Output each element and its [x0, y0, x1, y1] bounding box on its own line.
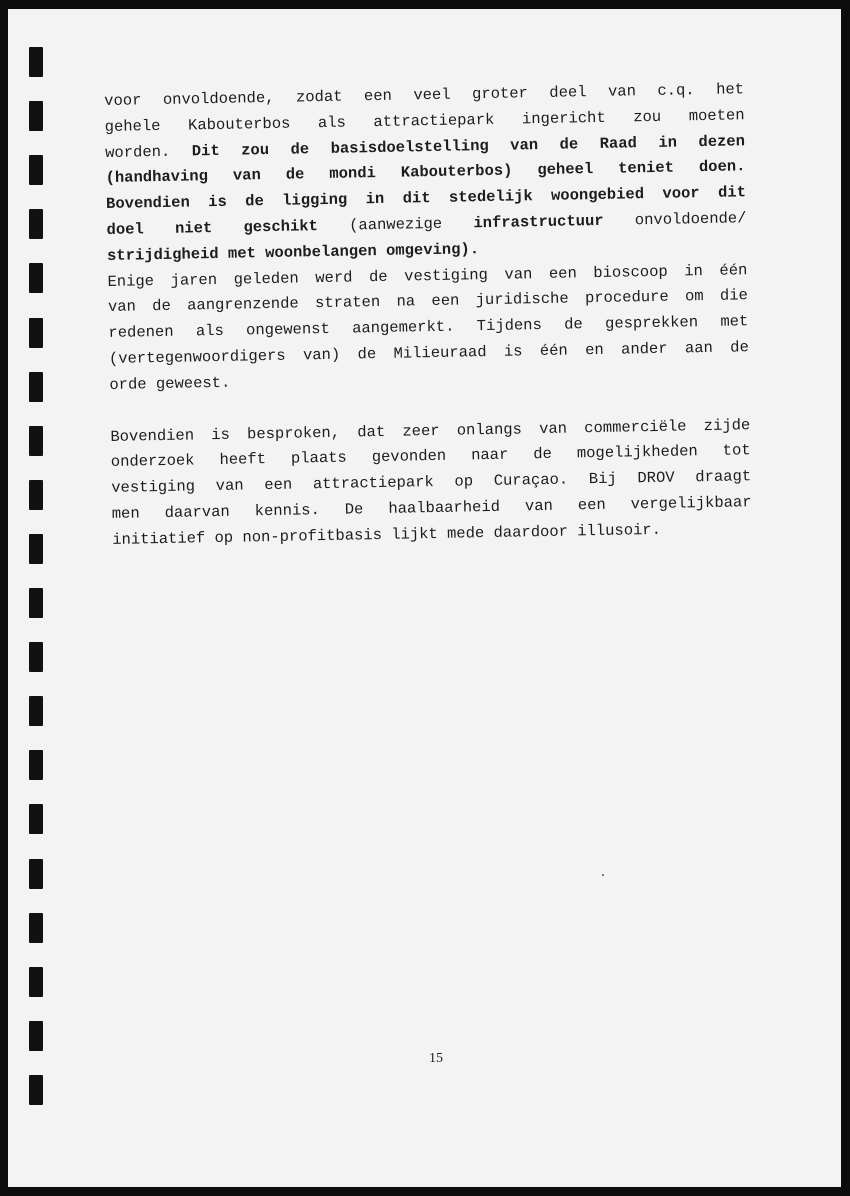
word: kennis.: [254, 501, 321, 521]
word: zou: [633, 107, 662, 127]
binding-hole: [29, 859, 43, 889]
word: niet: [174, 219, 213, 238]
word: ander: [620, 339, 668, 359]
word: De: [344, 500, 364, 519]
page-number: 15: [429, 1051, 443, 1066]
word: gehele: [104, 116, 161, 136]
word: initiatief op non-profitbasis lijkt mede daardoor illusoir.: [112, 520, 662, 549]
word: en: [584, 340, 604, 360]
word: om: [684, 287, 704, 306]
binding-hole: [29, 913, 43, 943]
word: na: [396, 292, 416, 312]
word: stedelijk: [448, 187, 533, 207]
word: de: [730, 338, 749, 357]
word: onvoldoende/: [634, 209, 747, 230]
binding-hole: [29, 1021, 43, 1051]
word: attractiepark: [312, 473, 434, 494]
word: zijde: [703, 415, 751, 435]
word: het: [715, 80, 745, 99]
binding-hole: [29, 642, 43, 672]
word: van: [232, 166, 261, 186]
word: doel: [106, 220, 144, 239]
word: is: [503, 342, 523, 361]
word: van: [504, 264, 533, 284]
word: dit: [717, 183, 747, 202]
word: van: [510, 135, 539, 155]
word: dezen: [698, 131, 746, 151]
word: de: [290, 139, 310, 159]
word: daarvan: [164, 502, 230, 522]
binding-hole: [29, 372, 43, 402]
word: werd: [315, 268, 353, 287]
word: groter: [471, 84, 529, 104]
word: onvoldoende,: [162, 88, 275, 109]
word: heeft: [219, 450, 267, 470]
word: strijdigheid met woonbelangen omgeving).: [106, 239, 480, 265]
word: redenen: [108, 322, 174, 343]
word: de: [152, 297, 171, 316]
word: straten: [314, 293, 381, 313]
word: infrastructuur: [473, 211, 604, 233]
binding-hole: [29, 318, 43, 348]
word: moeten: [688, 106, 745, 126]
word: geschikt: [243, 217, 319, 237]
word: Milieuraad: [393, 343, 487, 363]
word: jaren: [170, 270, 218, 290]
word: procedure: [584, 288, 669, 308]
word: van: [524, 496, 554, 516]
word: naar: [470, 446, 509, 465]
binding-hole: [29, 263, 43, 293]
binding-hole: [29, 696, 43, 726]
word: die: [719, 286, 749, 306]
paper-speck: [602, 874, 604, 876]
word: gevonden: [371, 447, 447, 467]
word: commerciële: [584, 416, 687, 437]
word: worden.: [105, 142, 171, 162]
word: woongebied: [550, 185, 645, 206]
word: gesprekken: [604, 313, 699, 334]
word: één: [539, 341, 568, 361]
paragraph-2: [110, 413, 752, 554]
word: ingericht: [521, 108, 606, 129]
word: ligging: [282, 190, 348, 210]
word: aan: [684, 338, 714, 358]
word: geleden: [233, 269, 299, 289]
word: de: [563, 315, 583, 334]
binding-hole: [29, 1075, 43, 1105]
word: (handhaving: [105, 167, 209, 188]
word: haalbaarheid: [388, 497, 501, 518]
word: bioscoop: [593, 262, 668, 282]
word: als: [317, 113, 347, 132]
binding-hole: [29, 750, 43, 780]
word: zodat: [295, 87, 343, 107]
word: de: [533, 445, 553, 464]
word: van: [107, 297, 137, 317]
word: men: [111, 504, 140, 523]
word: Curaçao.: [493, 470, 569, 491]
word: vestiging: [111, 477, 196, 498]
word: Raad: [599, 133, 638, 153]
word: dit: [402, 189, 431, 208]
word: DROV: [637, 468, 675, 488]
word: vestiging: [404, 265, 489, 286]
word: op: [454, 472, 474, 491]
word: Dit: [191, 141, 220, 160]
word: vergelijkbaar: [630, 493, 752, 514]
word: Bovendien: [105, 193, 190, 214]
word: de: [245, 192, 264, 211]
word: c.q.: [657, 81, 695, 100]
word: van: [538, 419, 568, 438]
binding-hole: [29, 155, 43, 185]
word: mogelijkheden: [576, 442, 698, 463]
word: voor: [662, 184, 700, 203]
word: de: [368, 267, 388, 286]
word: is: [208, 192, 227, 212]
word: voor: [104, 91, 142, 110]
word: tot: [722, 441, 751, 461]
word: veel: [413, 85, 451, 105]
binding-hole: [29, 967, 43, 997]
word: (aanwezige: [348, 214, 443, 235]
word: Bij: [588, 469, 617, 489]
word: aangrenzende: [186, 294, 299, 315]
word: plaats: [290, 448, 347, 468]
word: orde geweest.: [109, 373, 231, 394]
word: van): [302, 345, 341, 365]
word: de: [285, 165, 305, 185]
word: attractiepark: [373, 110, 495, 131]
word: draagt: [695, 467, 752, 487]
document-page: [8, 9, 841, 1187]
word: besproken,: [246, 423, 341, 443]
body-text: [104, 77, 752, 553]
binding-hole: [29, 209, 43, 239]
word: in: [365, 190, 385, 209]
word: Bovendien: [110, 425, 195, 446]
word: als: [195, 322, 224, 341]
word: in: [658, 133, 678, 152]
word: in: [684, 261, 704, 280]
binding-hole: [29, 480, 43, 510]
word: de: [559, 134, 579, 154]
binding-hole: [29, 588, 43, 618]
binding-hole: [29, 534, 43, 564]
word: teniet: [617, 158, 675, 178]
word: de: [357, 345, 377, 364]
binding-hole: [29, 47, 43, 77]
word: aangemerkt.: [351, 317, 455, 338]
word: onderzoek: [110, 451, 195, 472]
binding-hole: [29, 101, 43, 131]
paragraph-1: [104, 77, 750, 398]
word: zeer: [402, 421, 440, 441]
word: geheel: [537, 160, 594, 180]
word: juridische: [475, 289, 569, 310]
word: Tijdens: [476, 316, 543, 336]
word: een: [363, 86, 393, 106]
word: doen.: [698, 157, 746, 177]
word: van: [215, 476, 244, 496]
binding-hole: [29, 426, 43, 456]
word: onlangs: [456, 419, 523, 440]
word: Kabouterbos: [187, 114, 291, 135]
word: een: [548, 263, 577, 283]
word: ongewenst: [245, 320, 330, 340]
word: een: [431, 291, 460, 311]
word: Kabouterbos): [400, 161, 513, 182]
word: een: [264, 475, 293, 495]
word: van: [607, 82, 637, 101]
word: deel: [549, 83, 587, 102]
word: dat: [357, 422, 386, 441]
word: met: [720, 312, 749, 331]
word: (vertegenwoordigers: [108, 346, 286, 368]
word: zou: [240, 140, 270, 160]
word: één: [719, 260, 748, 280]
word: mondi: [329, 164, 377, 184]
word: basisdoelstelling: [330, 136, 489, 158]
word: is: [211, 425, 231, 444]
word: Enige: [107, 271, 155, 291]
binding-hole: [29, 804, 43, 834]
word: een: [577, 495, 606, 515]
